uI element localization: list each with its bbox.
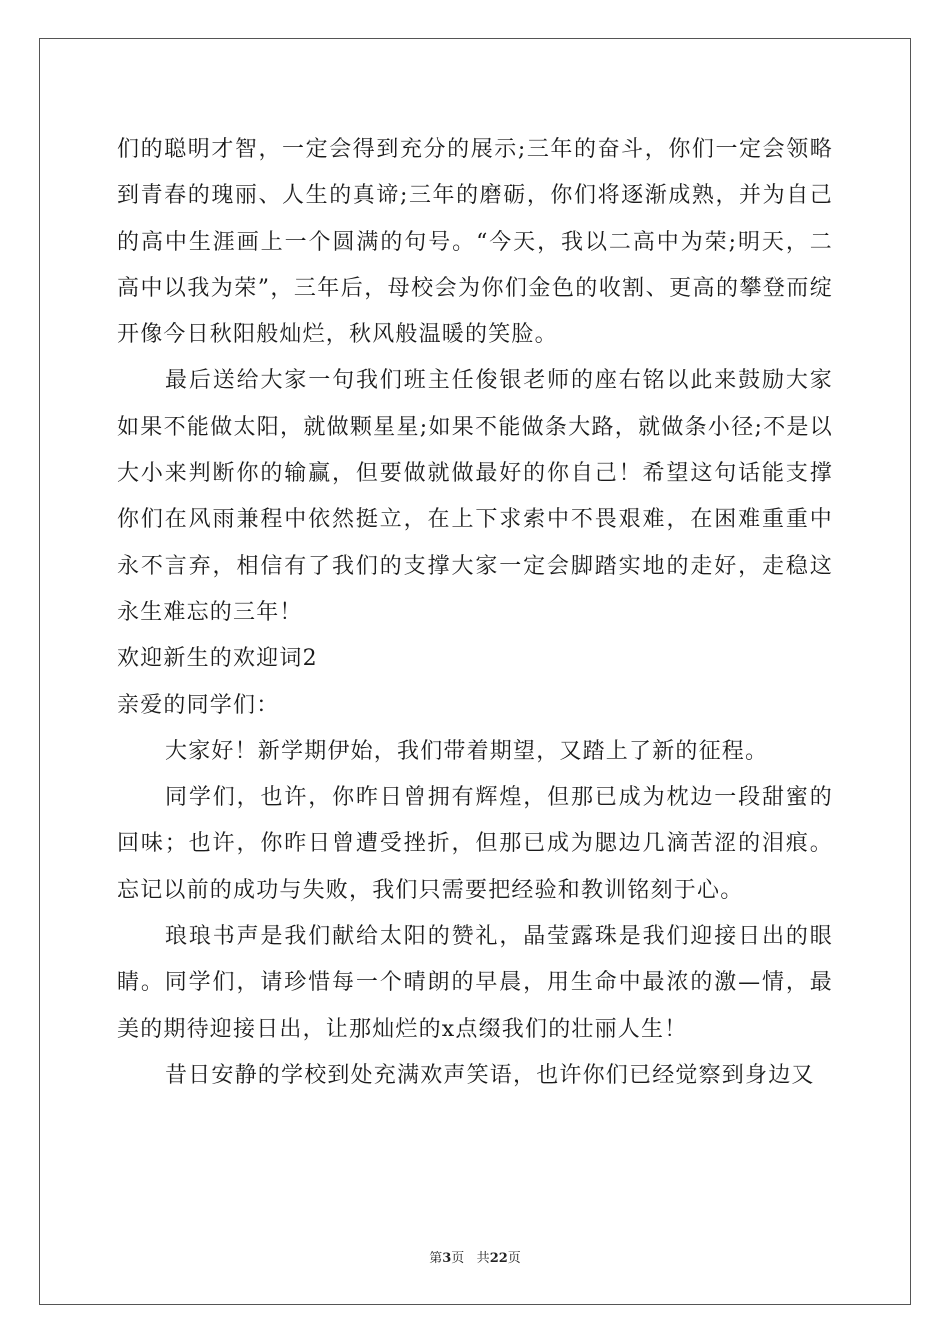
footer-page-total: 22	[489, 1251, 508, 1266]
salutation: 亲爱的同学们：	[117, 692, 280, 718]
footer-page-current: 3	[442, 1251, 452, 1266]
footer-total-prefix: 共	[476, 1251, 490, 1266]
paragraph-past: 同学们，也许，你昨日曾拥有辉煌，但那已成为枕边一段甜蜜的回味；也许，你昨日曾遭受挫折，但那已成为腮边几滴苦涩的泪痕。忘记以前的成功与失败，我们只需要把经验和教训铭刻于心。	[117, 785, 833, 903]
footer-page-prefix: 第	[429, 1251, 443, 1266]
paragraph-continuation: 们的聪明才智，一定会得到充分的展示;三年的奋斗，你们一定会领略到青春的瑰丽、人生的真谛;三年的磨砺，你们将逐渐成熟，并为自己的高中生涯画上一个圆满的句号。“今天，我以二高中为荣;明天，二高中以我为荣”，三年后，母校会为你们金色的收割、更高的攀登而绽开像今日秋阳般灿烂，秋风般温暖的笑脸。	[117, 137, 833, 348]
paragraph-greeting: 大家好！新学期伊始，我们带着期望，又踏上了新的征程。	[165, 738, 769, 764]
paragraph-school: 昔日安静的学校到处充满欢声笑语，也许你们已经觉察到身边又	[165, 1062, 815, 1088]
document-body	[117, 127, 833, 1099]
page-footer	[0, 1247, 950, 1266]
paragraph-motto: 最后送给大家一句我们班主任俊银老师的座右铭以此来鼓励大家如果不能做太阳，就做颗星星;如果不能做条大路，就做条小径;不是以大小来判断你的输赢，但要做就做最好的你自己！希望这句话能支撑你们在风雨兼程中依然挺立，在上下求索中不畏艰难，在困难重重中永不言弃，相信有了我们的支撑大家一定会脚踏实地的走好，走稳这永生难忘的三年！	[117, 368, 833, 625]
section-heading: 欢迎新生的欢迎词2	[117, 646, 318, 672]
footer-total-unit: 页	[507, 1251, 521, 1266]
footer-page-unit: 页	[451, 1251, 465, 1266]
paragraph-morning: 琅琅书声是我们献给太阳的赞礼，晶莹露珠是我们迎接日出的眼睛。同学们，请珍惜每一个晴朗的早晨，用生命中最浓的激—情，最美的期待迎接日出，让那灿烂的x点缀我们的壮丽人生！	[117, 924, 833, 1042]
